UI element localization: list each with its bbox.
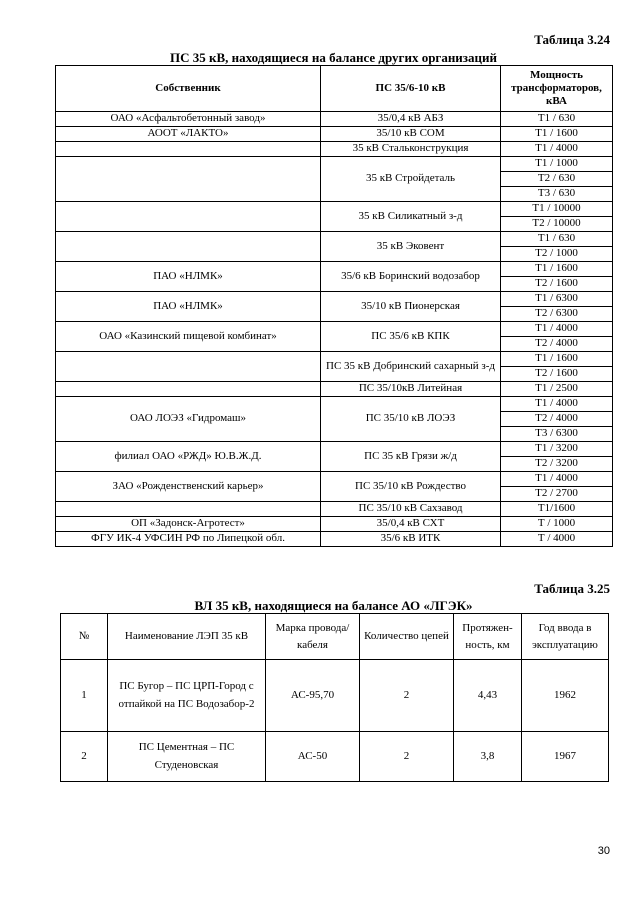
owner-cell — [56, 382, 321, 397]
transformer-cell: Т1 / 630 — [501, 112, 613, 127]
substations-table-body — [56, 112, 613, 547]
circuits-header: Количество цепей — [360, 614, 454, 660]
length-cell: 4,43 — [454, 660, 522, 732]
substation-cell: ПС 35/10 кВ Рождество — [321, 472, 501, 502]
length-header: Протяжен-ность, км — [454, 614, 522, 660]
brand-cell: АС-50 — [266, 732, 360, 782]
brand-header: Марка провода/кабеля — [266, 614, 360, 660]
transformer-cell: Т1 / 1600 — [501, 352, 613, 367]
table-row — [56, 262, 613, 277]
transformer-cell: Т1 / 1000 — [501, 157, 613, 172]
substation-cell: 35/0,4 кВ СХТ — [321, 517, 501, 532]
substation-cell: 35 кВ Силикатный з-д — [321, 202, 501, 232]
transformer-cell: Т / 4000 — [501, 532, 613, 547]
owner-cell: ФГУ ИК-4 УФСИН РФ по Липецкой обл. — [56, 532, 321, 547]
owner-cell: ЗАО «Рожденственский карьер» — [56, 472, 321, 502]
table-row — [56, 127, 613, 142]
substation-cell: ПС 35/10 кВ Сахзавод — [321, 502, 501, 517]
line-name-cell: ПС Цементная – ПС Студеновская — [108, 732, 266, 782]
circuits-cell: 2 — [360, 732, 454, 782]
power-header: Мощность трансформаторов, кВА — [501, 66, 613, 112]
transformer-cell: Т2 / 630 — [501, 172, 613, 187]
brand-cell: АС-95,70 — [266, 660, 360, 732]
year-header: Год ввода в эксплуатацию — [522, 614, 609, 660]
substation-cell: ПС 35/10 кВ ЛОЭЗ — [321, 397, 501, 442]
substation-cell: ПС 35 кВ Грязи ж/д — [321, 442, 501, 472]
table-row — [56, 232, 613, 247]
num-cell: 1 — [61, 660, 108, 732]
owner-cell: ПАО «НЛМК» — [56, 262, 321, 292]
transformer-cell: Т2 / 4000 — [501, 412, 613, 427]
substation-cell: 35 кВ Стальконструкция — [321, 142, 501, 157]
owner-cell: ОАО ЛОЭЗ «Гидромаш» — [56, 397, 321, 442]
transformer-cell: Т2 / 1600 — [501, 367, 613, 382]
transformer-cell: Т1 / 4000 — [501, 472, 613, 487]
table-3-25-number: Таблица 3.25 — [534, 581, 610, 596]
owner-cell — [56, 202, 321, 232]
substation-cell: ПС 35 кВ Добринский сахарный з-д — [321, 352, 501, 382]
substations-table — [55, 65, 613, 547]
substation-cell: 35/6 кВ ИТК — [321, 532, 501, 547]
substation-cell: ПС 35/6 кВ КПК — [321, 322, 501, 352]
table-row — [61, 732, 609, 782]
transformer-cell: Т2 / 1600 — [501, 277, 613, 292]
table-row — [61, 660, 609, 732]
transformer-cell: Т1 / 630 — [501, 232, 613, 247]
substation-cell: ПС 35/10кВ Литейная — [321, 382, 501, 397]
table-row — [56, 472, 613, 487]
table-row — [56, 142, 613, 157]
table-row — [56, 292, 613, 307]
transformer-cell: Т3 / 630 — [501, 187, 613, 202]
transformer-cell: Т1 / 6300 — [501, 292, 613, 307]
substation-cell: 35 кВ Эковент — [321, 232, 501, 262]
owner-cell — [56, 157, 321, 202]
transformer-cell: Т1/1600 — [501, 502, 613, 517]
transformer-cell: Т1 / 2500 — [501, 382, 613, 397]
owner-cell — [56, 352, 321, 382]
transformer-cell: Т / 1000 — [501, 517, 613, 532]
line-name-header: Наименование ЛЭП 35 кВ — [108, 614, 266, 660]
substation-cell: 35/10 кВ СОМ — [321, 127, 501, 142]
substation-cell: 35/10 кВ Пионерская — [321, 292, 501, 322]
table-row — [56, 502, 613, 517]
table-row — [56, 352, 613, 367]
owner-cell: филиал ОАО «РЖД» Ю.В.Ж.Д. — [56, 442, 321, 472]
line-name-cell: ПС Бугор – ПС ЦРП-Город с отпайкой на ПС Водозабор-2 — [108, 660, 266, 732]
substation-header: ПС 35/6-10 кВ — [321, 66, 501, 112]
table-row — [56, 157, 613, 172]
length-cell: 3,8 — [454, 732, 522, 782]
transformer-cell: Т1 / 1600 — [501, 262, 613, 277]
owner-cell — [56, 232, 321, 262]
transformer-cell: Т1 / 1600 — [501, 127, 613, 142]
owner-cell: ОП «Задонск-Агротест» — [56, 517, 321, 532]
owner-cell: ОАО «Казинский пищевой комбинат» — [56, 322, 321, 352]
lines-table — [60, 613, 609, 782]
transformer-cell: Т2 / 4000 — [501, 337, 613, 352]
transformer-cell: Т1 / 4000 — [501, 397, 613, 412]
table-3-24-title: ПС 35 кВ, находящиеся на балансе других организаций — [169, 50, 497, 65]
owner-cell: ПАО «НЛМК» — [56, 292, 321, 322]
table-row — [56, 112, 613, 127]
circuits-cell: 2 — [360, 660, 454, 732]
transformer-cell: Т3 / 6300 — [501, 427, 613, 442]
year-cell: 1967 — [522, 732, 609, 782]
substation-cell: 35 кВ Стройдеталь — [321, 157, 501, 202]
owner-header: Собственник — [56, 66, 321, 112]
table-row — [56, 517, 613, 532]
owner-cell: ОАО «Асфальтобетонный завод» — [56, 112, 321, 127]
lines-table-body — [61, 660, 609, 782]
transformer-cell: Т1 / 10000 — [501, 202, 613, 217]
substation-cell: 35/6 кВ Боринский водозабор — [321, 262, 501, 292]
transformer-cell: Т1 / 4000 — [501, 322, 613, 337]
year-cell: 1962 — [522, 660, 609, 732]
table-row — [56, 442, 613, 457]
table-3-25-title: ВЛ 35 кВ, находящиеся на балансе АО «ЛГЭК» — [194, 598, 473, 613]
owner-cell: АООТ «ЛАКТО» — [56, 127, 321, 142]
transformer-cell: Т2 / 1000 — [501, 247, 613, 262]
table-row — [56, 202, 613, 217]
owner-cell — [56, 142, 321, 157]
substation-cell: 35/0,4 кВ АБЗ — [321, 112, 501, 127]
transformer-cell: Т2 / 3200 — [501, 457, 613, 472]
table-row — [56, 322, 613, 337]
table-row — [56, 397, 613, 412]
table-row — [56, 382, 613, 397]
transformer-cell: Т2 / 10000 — [501, 217, 613, 232]
transformer-cell: Т2 / 6300 — [501, 307, 613, 322]
table-row — [56, 532, 613, 547]
owner-cell — [56, 502, 321, 517]
transformer-cell: Т1 / 4000 — [501, 142, 613, 157]
num-cell: 2 — [61, 732, 108, 782]
transformer-cell: Т2 / 2700 — [501, 487, 613, 502]
transformer-cell: Т1 / 3200 — [501, 442, 613, 457]
page-number: 30 — [597, 845, 610, 857]
num-header: № — [61, 614, 108, 660]
table-3-24-number: Таблица 3.24 — [534, 32, 610, 47]
